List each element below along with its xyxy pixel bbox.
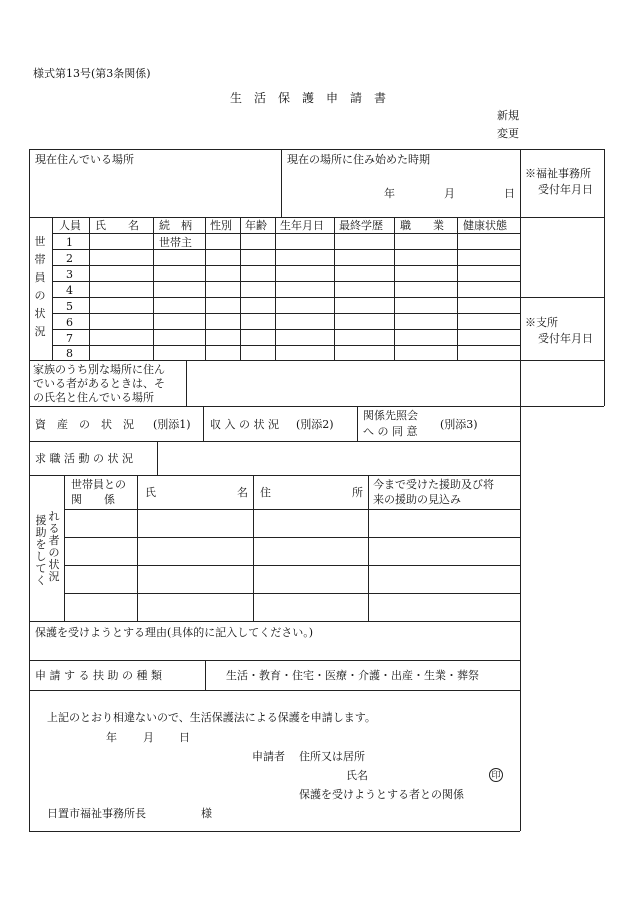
declaration-day: 日 xyxy=(179,731,190,744)
col-sup-relation-line2: 関 係 xyxy=(71,493,115,506)
since-label: 現在の場所に住み始めた時期 xyxy=(287,153,430,166)
col-sup-address-b: 所 xyxy=(352,486,363,499)
addressee: 日置市福祉事務所長 xyxy=(47,807,146,820)
col-age: 年齢 xyxy=(245,219,267,232)
separated-family-line2: でいる者があるときは、そ xyxy=(33,377,165,390)
consent-label-line2: へ の 同 意 xyxy=(363,425,418,438)
current-place-label: 現在住んでいる場所 xyxy=(35,153,134,166)
col-relation: 続 柄 xyxy=(159,219,192,232)
assistance-type-label: 申 請 す る 扶 助 の 種 類 xyxy=(35,669,162,682)
seal-icon: 印 xyxy=(489,768,503,782)
separated-family-line1: 家族のうち別な場所に住ん xyxy=(33,363,165,376)
col-sup-support-line2: 来の援助の見込み xyxy=(373,493,461,506)
col-sex: 性別 xyxy=(210,219,232,232)
row-no-7: 7 xyxy=(66,332,73,345)
row-no-3: 3 xyxy=(66,268,73,281)
assistance-type-options: 生活・教育・住宅・医療・介護・出産・生業・葬祭 xyxy=(226,669,479,682)
row-relation-1: 世帯主 xyxy=(159,236,192,249)
household-side-label: 世 帯 員 の 状 況 xyxy=(34,235,46,338)
form-number: 様式第13号(第3条関係) xyxy=(33,67,151,80)
applicant-relation-label: 保護を受けようとする者との関係 xyxy=(299,788,464,801)
row-no-6: 6 xyxy=(66,316,73,329)
col-sup-relation-line1: 世帯員との xyxy=(71,478,126,491)
consent-ref: (別添3) xyxy=(440,418,478,431)
declaration-statement: 上記のとおり相違ないので、生活保護法による保護を申請します。 xyxy=(47,711,376,724)
col-sup-name-a: 氏 xyxy=(145,486,156,499)
since-month: 月 xyxy=(444,187,455,200)
applicant-label: 申請者 xyxy=(252,750,285,763)
declaration-month: 月 xyxy=(143,731,154,744)
col-occupation: 職 業 xyxy=(400,219,444,232)
consent-label-line1: 関係先照会 xyxy=(363,409,418,422)
welfare-office-note: ※福祉事務所 xyxy=(525,167,591,180)
col-birthdate: 生年月日 xyxy=(280,219,324,232)
row-no-1: 1 xyxy=(66,236,73,249)
declaration-year: 年 xyxy=(106,731,117,744)
addressee-honorific: 様 xyxy=(201,807,212,820)
row-no-8: 8 xyxy=(66,347,73,360)
row-no-2: 2 xyxy=(66,252,73,265)
since-day: 日 xyxy=(504,187,515,200)
row-no-5: 5 xyxy=(66,300,73,313)
supporters-side-label-col1: 援 助 を し て く xyxy=(35,514,47,587)
assets-ref: (別添1) xyxy=(153,418,191,431)
status-new: 新規 xyxy=(497,109,519,122)
branch-note: ※支所 xyxy=(525,316,558,329)
income-label: 収 入 の 状 況 xyxy=(210,418,279,431)
reason-label: 保護を受けようとする理由(具体的に記入してください。) xyxy=(35,626,314,639)
applicant-address-label: 住所又は居所 xyxy=(299,750,365,763)
branch-received: 受付年月日 xyxy=(538,332,593,345)
separated-family-line3: の氏名と住んでいる場所 xyxy=(33,391,154,404)
col-sup-address-a: 住 xyxy=(260,486,271,499)
col-sup-support-line1: 今まで受けた援助及び将 xyxy=(373,478,494,491)
job-search-label: 求 職 活 動 の 状 況 xyxy=(35,452,133,465)
welfare-office-received: 受付年月日 xyxy=(538,183,593,196)
since-year: 年 xyxy=(384,187,395,200)
col-member-no: 人員 xyxy=(59,219,81,232)
col-health: 健康状態 xyxy=(463,219,507,232)
col-name: 氏 名 xyxy=(95,219,139,232)
col-sup-name-b: 名 xyxy=(237,486,248,499)
assets-label: 資 産 の 状 況 xyxy=(35,418,134,431)
income-ref: (別添2) xyxy=(296,418,334,431)
applicant-name-label: 氏名 xyxy=(346,769,368,782)
row-no-4: 4 xyxy=(66,284,73,297)
supporters-side-label-col2: れ る 者 の 状 況 xyxy=(48,510,60,583)
status-change: 変更 xyxy=(497,127,519,140)
col-education: 最終学歴 xyxy=(339,219,383,232)
page-title: 生 活 保 護 申 請 書 xyxy=(230,91,387,105)
